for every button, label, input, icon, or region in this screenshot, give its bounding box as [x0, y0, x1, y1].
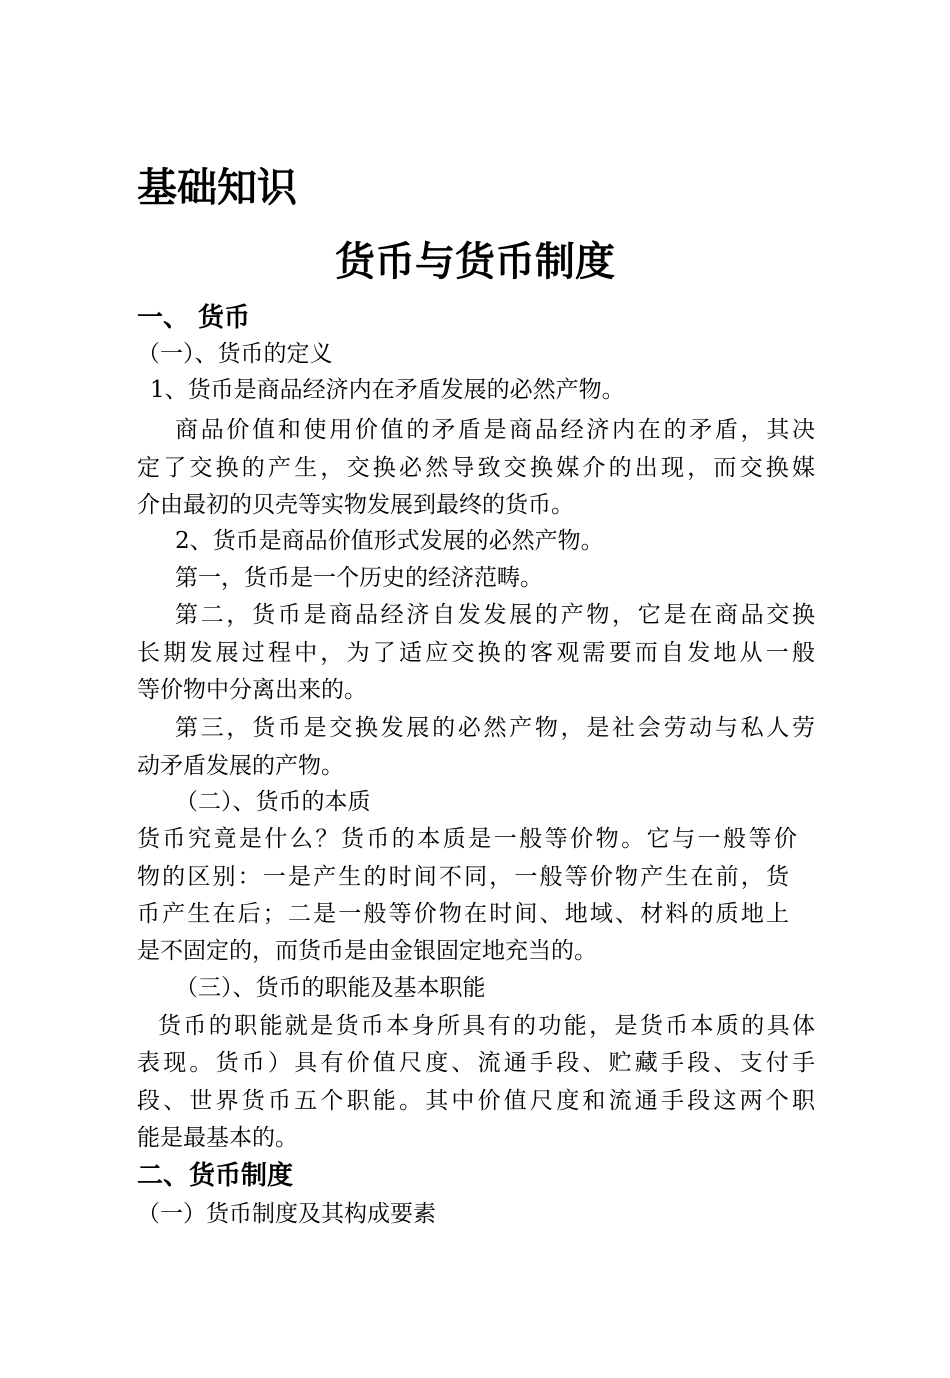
paragraph-line: 段、世界货币五个职能。其中价值尺度和流通手段这两个职	[137, 1088, 815, 1114]
item-1: 1、货币是商品经济内在矛盾发展的必然产物。	[150, 377, 625, 403]
paragraph-line: 商品价值和使用价值的矛盾是商品经济内在的矛盾，其决	[175, 417, 815, 443]
item-2: 2、货币是商品价值形式发展的必然产物。	[175, 528, 604, 554]
section-1-heading: 一、 货币	[137, 303, 251, 333]
subsection-2-1-heading: （一）货币制度及其构成要素	[137, 1201, 436, 1227]
paragraph-line: 币产生在后；二是一般等价物在时间、地域、材料的质地上	[137, 901, 789, 927]
subsection-1-2-heading: （二）、货币的本质	[175, 789, 371, 815]
section-2-heading: 二、货币制度	[137, 1161, 294, 1191]
paragraph-line: 是不固定的，而货币是由金银固定地充当的。	[137, 938, 597, 964]
paragraph-line: 物的区别：一是产生的时间不同，一般等价物产生在前，货	[137, 864, 789, 890]
paragraph-line: 定了交换的产生，交换必然导致交换媒介的出现，而交换媒	[137, 455, 815, 481]
paragraph-line: 货币的职能就是货币本身所具有的功能，是货币本质的具体	[158, 1013, 815, 1039]
paragraph-line: 货币究竟是什么？货币的本质是一般等价物。它与一般等价	[137, 826, 797, 852]
paragraph-line: 等价物中分离出来的。	[137, 677, 367, 703]
paragraph-line: 介由最初的贝壳等实物发展到最终的货币。	[137, 492, 574, 518]
paragraph-line: 第三，货币是交换发展的必然产物，是社会劳动与私人劳	[175, 715, 815, 741]
page-subtitle: 货币与货币制度	[335, 239, 615, 285]
paragraph-line: 能是最基本的。	[137, 1125, 298, 1151]
subsection-1-1-heading: （一）、货币的定义	[137, 341, 333, 367]
page-title: 基础知识	[137, 165, 297, 211]
paragraph-line: 长期发展过程中，为了适应交换的客观需要而自发地从一般	[137, 640, 815, 666]
point-1: 第一，货币是一个历史的经济范畴。	[175, 565, 543, 591]
paragraph-line: 动矛盾发展的产物。	[137, 753, 344, 779]
paragraph-line: 第二，货币是商品经济自发发展的产物，它是在商品交换	[175, 602, 815, 628]
paragraph-line: 表现。货币）具有价值尺度、流通手段、贮藏手段、支付手	[137, 1050, 815, 1076]
subsection-1-3-heading: （三）、货币的职能及基本职能	[175, 975, 486, 1001]
